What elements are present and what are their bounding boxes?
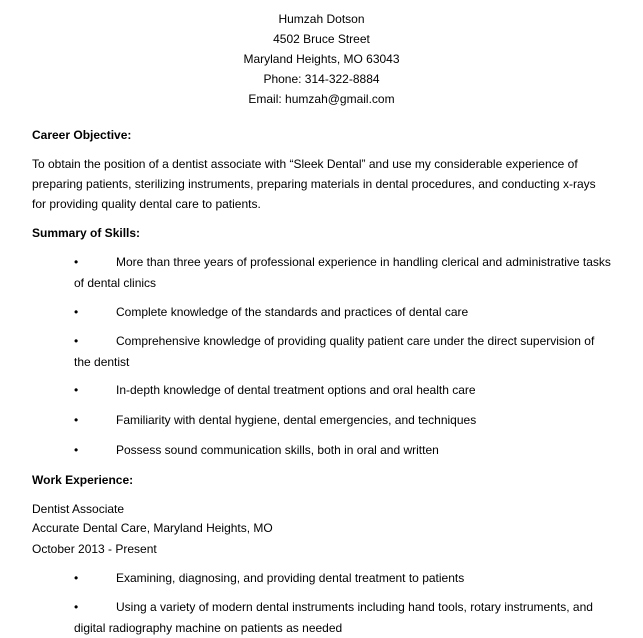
skill-item-text: Comprehensive knowledge of providing quality patient care under the direct supervision of the dentist — [74, 334, 595, 369]
bullet-icon: • — [74, 305, 79, 319]
skills-heading: Summary of Skills: — [32, 226, 141, 240]
contact-name: Humzah Dotson — [278, 12, 365, 26]
skill-item — [74, 302, 614, 323]
contact-city: Maryland Heights, MO 63043 — [243, 52, 400, 66]
skill-item — [74, 331, 614, 372]
contact-phone: Phone: 314-322-8884 — [263, 72, 380, 86]
skill-item-text: In-depth knowledge of dental treatment options and oral health care — [116, 383, 476, 397]
contact-block — [0, 9, 643, 109]
experience-item — [74, 597, 614, 638]
skill-item — [74, 410, 614, 431]
experience-item-text: Using a variety of modern dental instruments including hand tools, rotary instruments, and digital radiography machine on patients as needed — [74, 600, 593, 635]
skill-item-text: Familiarity with dental hygiene, dental emergencies, and techniques — [116, 413, 477, 427]
bullet-icon: • — [74, 600, 79, 614]
contact-street: 4502 Bruce Street — [273, 32, 370, 46]
bullet-icon: • — [74, 413, 79, 427]
bullet-icon: • — [74, 571, 79, 585]
experience-item — [74, 568, 614, 589]
bullet-icon: • — [74, 334, 79, 348]
bullet-icon: • — [74, 383, 79, 397]
skill-item-text: Possess sound communication skills, both in oral and written — [116, 443, 439, 457]
experience-heading: Work Experience: — [32, 473, 134, 487]
skill-item — [74, 380, 614, 401]
bullet-icon: • — [74, 255, 79, 269]
experience-item-text: Examining, diagnosing, and providing dental treatment to patients — [116, 571, 465, 585]
contact-email: Email: humzah@gmail.com — [248, 92, 395, 106]
bullet-icon: • — [74, 443, 79, 457]
objective-text: To obtain the position of a dentist associate with “Sleek Dental” and use my considerable experience of preparing patients, sterilizing instruments, preparing materials in dental procedures, and conducting x-rays for providing quality dental care to patients. — [32, 157, 596, 211]
skill-item — [74, 440, 614, 461]
skill-item-text: More than three years of professional experience in handling clerical and administrative tasks of dental clinics — [74, 255, 611, 290]
objective-heading: Career Objective: — [32, 128, 132, 142]
skill-item — [74, 252, 614, 293]
job-title: Dentist Associate — [32, 502, 125, 516]
skill-item-text: Complete knowledge of the standards and practices of dental care — [116, 305, 469, 319]
job-dates: October 2013 - Present — [32, 542, 157, 556]
job-company: Accurate Dental Care, Maryland Heights, MO — [32, 521, 273, 535]
